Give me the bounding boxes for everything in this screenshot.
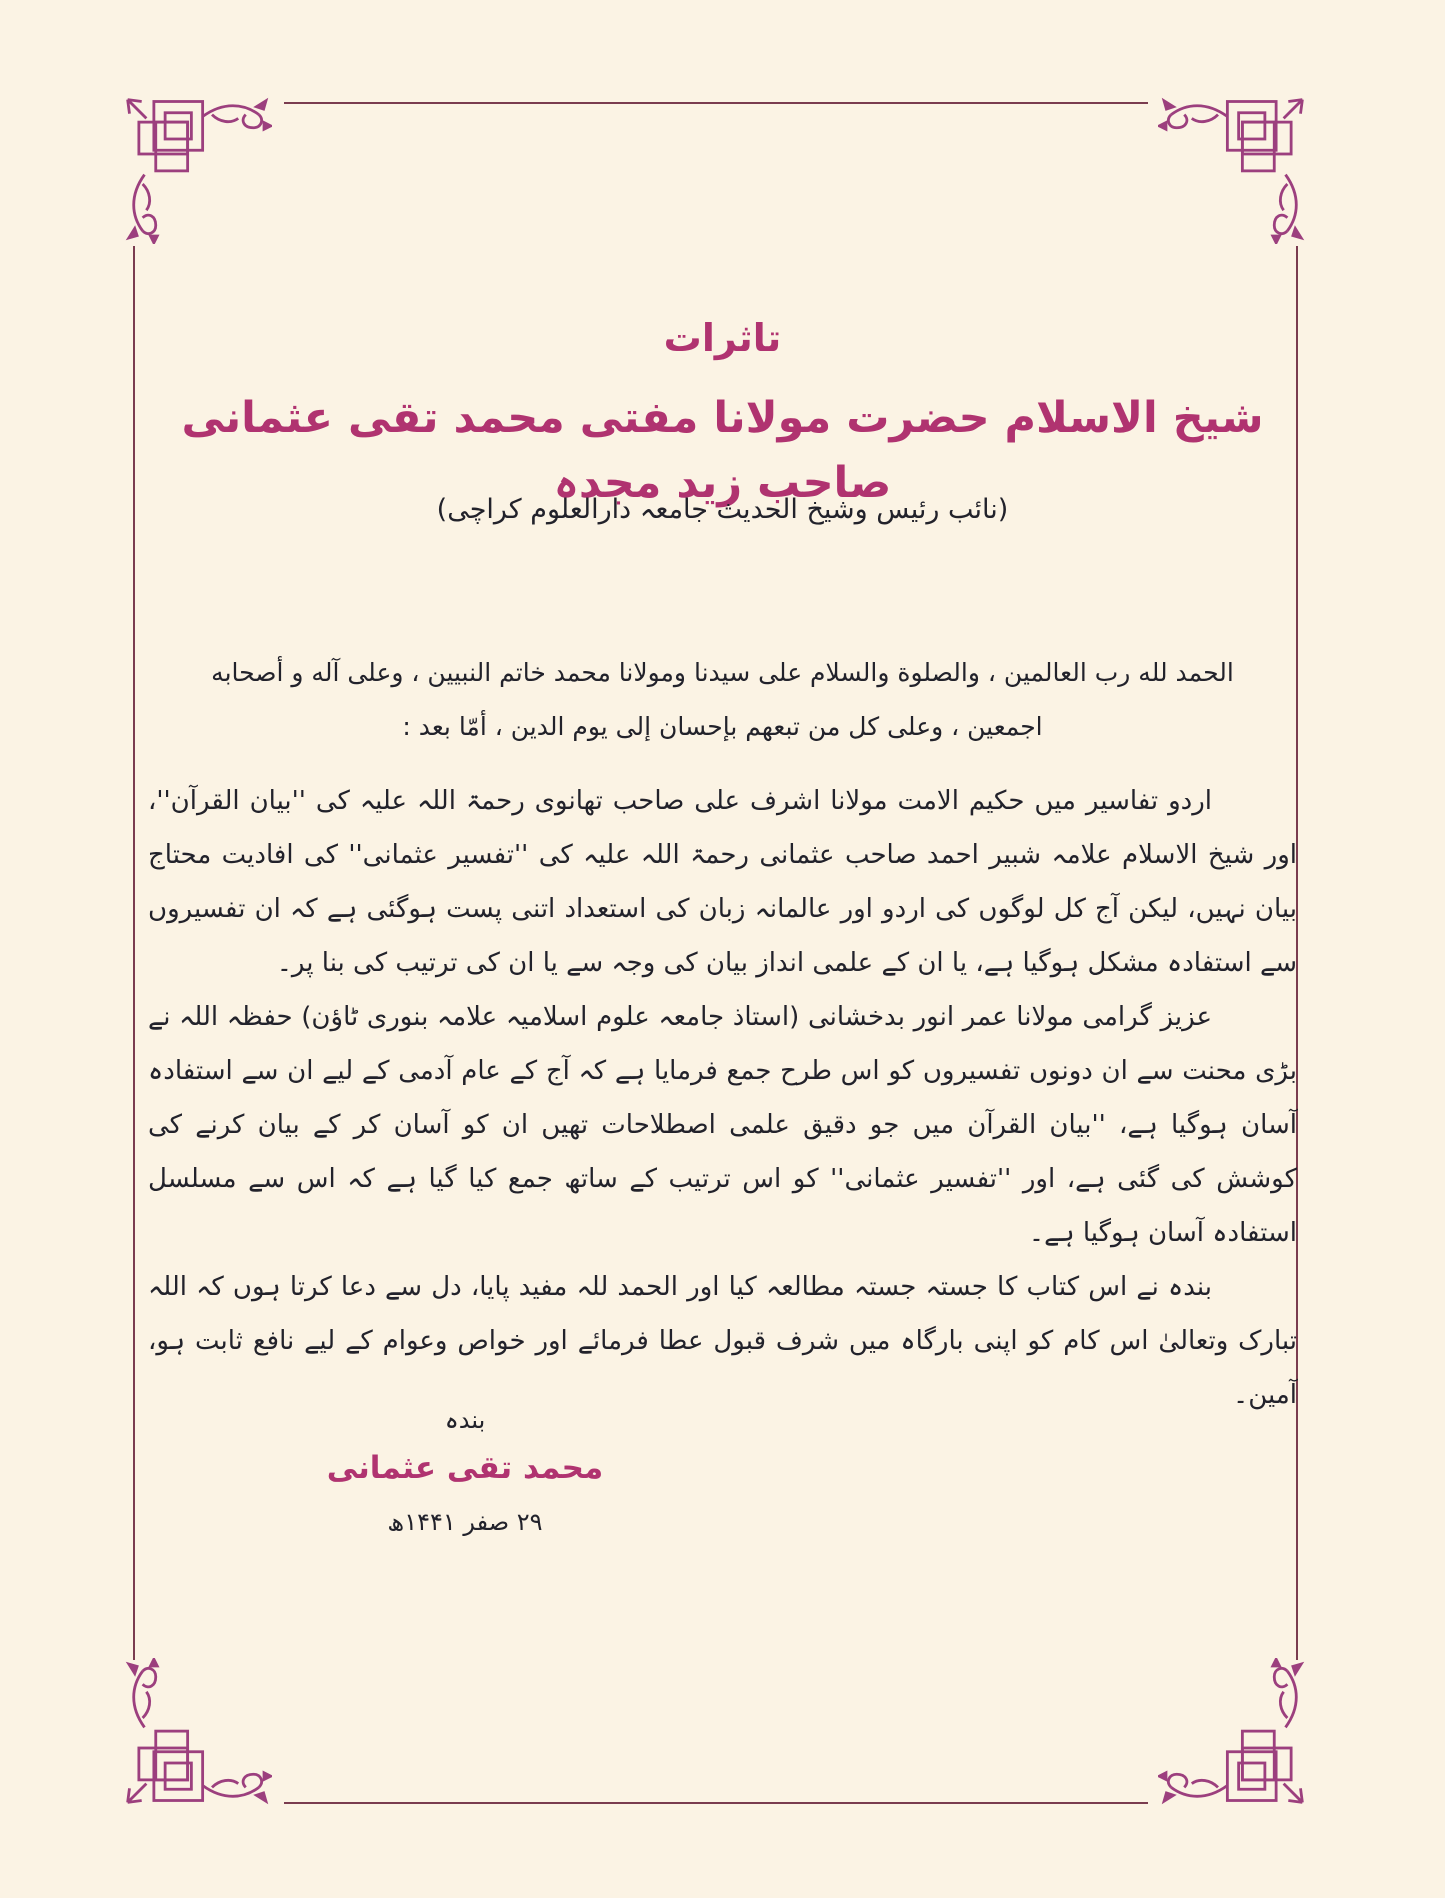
page-subtitle: (نائب رئیس وشیخ الحدیث جامعہ دارالعلوم کراچی) xyxy=(436,494,1009,525)
signature-name: محمد تقی عثمانی xyxy=(326,1450,604,1486)
corner-ornament-bottom-right-icon xyxy=(1158,1658,1308,1808)
arabic-invocation-line: اجمعين ، وعلى كل من تبعهم بإحسان إلى يوم الدين ، أمّا بعد : xyxy=(402,712,1043,741)
body-paragraph: بندہ نے اس کتاب کا جستہ جستہ مطالعہ کیا اور الحمد للہ مفید پایا، دل سے دعا کرتا ہوں کہ اللہ تبارک وتعالیٰ اس کام کو اپنی بارگاہ میں شرف قبول عطا فرمائے اور خواص وعوام کے لیے نافع ثابت ہو، آمین۔ xyxy=(148,1272,1297,1410)
section-kicker: تاثرات xyxy=(663,316,782,360)
signature-block xyxy=(290,1406,640,1536)
page-title: شیخ الاسلام حضرت مولانا مفتی محمد تقی عثمانی صاحب زید مجدہ xyxy=(181,393,1264,508)
signature-label: بندہ xyxy=(444,1406,486,1434)
arabic-invocation-line: الحمد لله رب العالمين ، والصلوة والسلام على سيدنا ومولانا محمد خاتم النبيين ، وعلى آله و أصحابه xyxy=(211,658,1234,687)
frame-border-bottom xyxy=(284,1802,1148,1804)
body-text xyxy=(148,774,1297,1422)
corner-ornament-bottom-left-icon xyxy=(122,1658,272,1808)
body-paragraph: عزیز گرامی مولانا عمر انور بدخشانی (استاذ جامعہ علوم اسلامیہ علامہ بنوری ٹاؤن) حفظہ اللہ نے بڑی محنت سے ان دونوں تفسیروں کو اس طرح جمع فرمایا ہے کہ آج کے عام آدمی کے لیے ان سے استفادہ آسان ہوگیا ہے، ''بیان القرآن میں جو دقیق علمی اصطلاحات تھیں ان کو آسان کر کے بیان کرنے کی کوشش کی گئی ہے، اور ''تفسیر عثمانی'' کو اس ترتیب کے ساتھ جمع کیا گیا ہے کہ اس سے مسلسل استفادہ آسان ہوگیا ہے۔ xyxy=(148,1002,1297,1248)
arabic-invocation xyxy=(170,646,1275,754)
corner-ornament-top-right-icon xyxy=(1158,94,1308,244)
corner-ornament-top-left-icon xyxy=(122,94,272,244)
signature-date: ۲۹ صفر ۱۴۴۱ھ xyxy=(387,1508,543,1536)
frame-border-top xyxy=(284,102,1148,104)
body-paragraph: اردو تفاسیر میں حکیم الامت مولانا اشرف علی صاحب تھانوی رحمۃ اللہ علیہ کی ''بیان القرآن''، اور شیخ الاسلام علامہ شبیر احمد صاحب عثمانی رحمۃ اللہ علیہ کی ''تفسیر عثمانی'' کی افادیت محتاج بیان نہیں، لیکن آج کل لوگوں کی اردو اور عالمانہ زبان کی استعداد اتنی پست ہوگئی ہے کہ ان تفسیروں سے استفادہ مشکل ہوگیا ہے، یا ان کے علمی انداز بیان کی وجہ سے یا ان کی ترتیب کی بنا پر۔ xyxy=(148,786,1297,978)
